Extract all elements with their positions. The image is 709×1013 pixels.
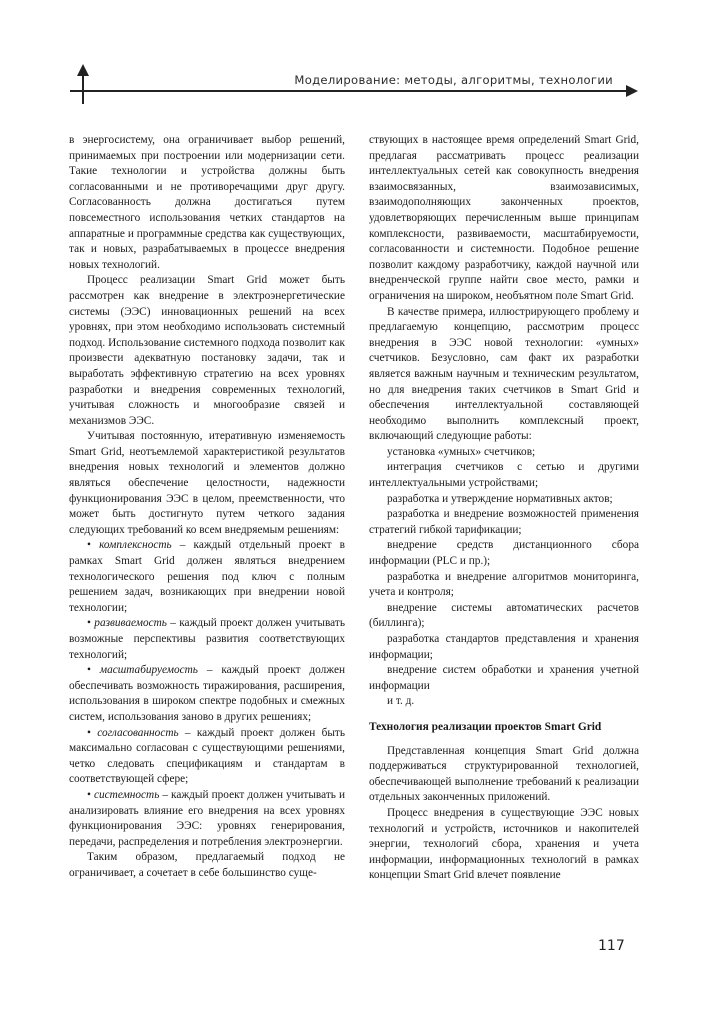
left-paragraph-3: Учитывая постоянную, итеративную изменяемость Smart Grid, неотъемлемой характеристикой результатов внедрения новых технологий и элементов должно являться обеспечение целостности, надежности функционирования ЭЭС в целом, преемственности, что может быть достигнуто путем четкого задания следующих требований ко всем внедряемым решениям: [69,430,345,536]
requirement-text: – каждый отдельный проект в рамках Smart Grid должен являться внедрением технологического решения под ключ с полным решением задач, возникающих при внедрении новой технологии; [69,539,345,614]
axis-vertical-line [82,70,84,104]
right-paragraph-1: ствующих в настоящее время определений Smart Grid, предлагая рассматривать процесс реализации интеллектуальных сетей как совокупность внедрения взаимосвязанных, взаимозависимых, взаимодополняющих законченных проектов, удовлетворяющих перечисленным выше принципам комплексности, развиваемости, масштабируемости, согласованности и системности. Подобное решение позволит каждому разработчику, каждой научной или внедренческой группе найти свое место, рамки и ограничения на широком, необъятном поле Smart Grid. [369,134,639,302]
bullet-marker: • [87,617,91,630]
requirement-term: развиваемость [94,617,167,630]
requirement-item [69,538,345,616]
requirement-text: – каждый проект должен быть максимально согласован с существующими решениями, четко следовать спецификациям и стандартам в соответствующей сфере; [69,726,345,786]
axis-horizontal-line [70,90,630,92]
page-number: 117 [598,938,625,954]
axis-arrow-right-icon [626,85,638,97]
section-heading: Технология реализации проектов Smart Grid [369,720,602,733]
right-paragraph-2: В качестве примера, иллюстрирующего проблему и предлагаемую концепцию, рассмотрим процесс внедрения в ЭЭС новой технологии: «умных» счетчиков. Безусловно, сам факт их разработки является важным научным и техническим результатом, но для внедрения таких счетчиков в Smart Grid и обеспечения интеллектуальной составляющей необходимо выполнить комплексный проект, включающий следующие работы: [369,305,639,443]
requirement-term: системность [94,788,160,801]
left-paragraph-4: Таким образом, предлагаемый подход не ограничивает, а сочетает в себе большинство суще- [69,851,345,879]
work-item: разработка и внедрение возможностей применения стратегий гибкой тарификации; [369,508,639,536]
work-item: установка «умных» счетчиков; [387,445,536,458]
work-item: разработка стандартов представления и хранения информации; [369,633,639,661]
work-item: разработка и утверждение нормативных актов; [387,492,613,505]
right-paragraph-3: Представленная концепция Smart Grid должна поддерживаться структурированной технологией, обеспечивающей выполнение требований к реализации отдельных законченных приложений. [369,744,639,804]
work-item: и т. д. [387,695,415,708]
requirement-item [69,616,345,663]
work-item: внедрение системы автоматических расчетов (биллинга); [369,601,639,630]
work-item: разработка и внедрение алгоритмов мониторинга, учета и контроля; [369,570,639,599]
running-header: Моделирование: методы, алгоритмы, технологии [294,73,613,87]
requirement-term: согласованность [97,726,179,739]
work-item: внедрение систем обработки и хранения учетной информации [369,664,639,692]
bullet-marker: • [87,788,91,801]
left-paragraph-1: в энергосистему, она ограничивает выбор решений, принимаемых при построении или модернизации сети. Такие технологии и устройства должны быть согласованными и не противоречащими друг другу. Согласованность должна достигаться путем повсеместного использования четких стандартов на аппаратные и программные средства как существующих, так и новых, разрабатываемых в процессе внедрения новых технологий. [69,134,345,271]
left-paragraph-2: Процесс реализации Smart Grid может быть рассмотрен как внедрение в электроэнергетические системы (ЭЭС) инновационных решений на всех уровнях, при этом необходимо использовать системный подход. Использование системного подхода позволит как произвести адекватную постановку задачи, так и выработать эффективную стратегию на всех уровнях разработки и внедрения современных технологий, учитывая сложность и многообразие связей и механизмов ЭЭС. [69,274,345,427]
right-column [369,133,639,884]
bullet-marker: • [87,726,91,739]
requirement-text: – каждый проект должен учитывать возможные перспективы развития соответствующих технологий; [69,617,345,661]
bullet-marker: • [87,664,91,677]
requirement-item [69,726,345,788]
requirement-item [69,788,345,850]
bullet-marker: • [87,539,91,552]
left-column [69,133,345,882]
right-paragraph-4: Процесс внедрения в существующие ЭЭС новых технологий и устройств, источников и накопителей энергии, технологий сбора, хранения и учета информации, информационных технологий в рамках концепции Smart Grid влечет появление [369,806,639,882]
requirement-term: масштабируемость [99,664,198,677]
requirement-text: – каждый проект должен учитывать и анализировать влияние его внедрения на всех уровнях функционирования ЭЭС: уровнях генерирования, передачи, распределения и потребления электроэнергии. [69,788,345,848]
work-item: внедрение средств дистанционного сбора информации (PLC и пр.); [369,539,639,568]
requirement-item [69,663,345,725]
requirement-text: – каждый проект должен обеспечивать возможность тиражирования, расширения, использования в широком спектре подобных и смежных систем, использования заново в других решениях; [69,664,346,723]
work-item: интеграция счетчиков с сетью и другими интеллектуальными устройствами; [369,461,639,490]
requirement-term: комплексность [99,539,172,552]
